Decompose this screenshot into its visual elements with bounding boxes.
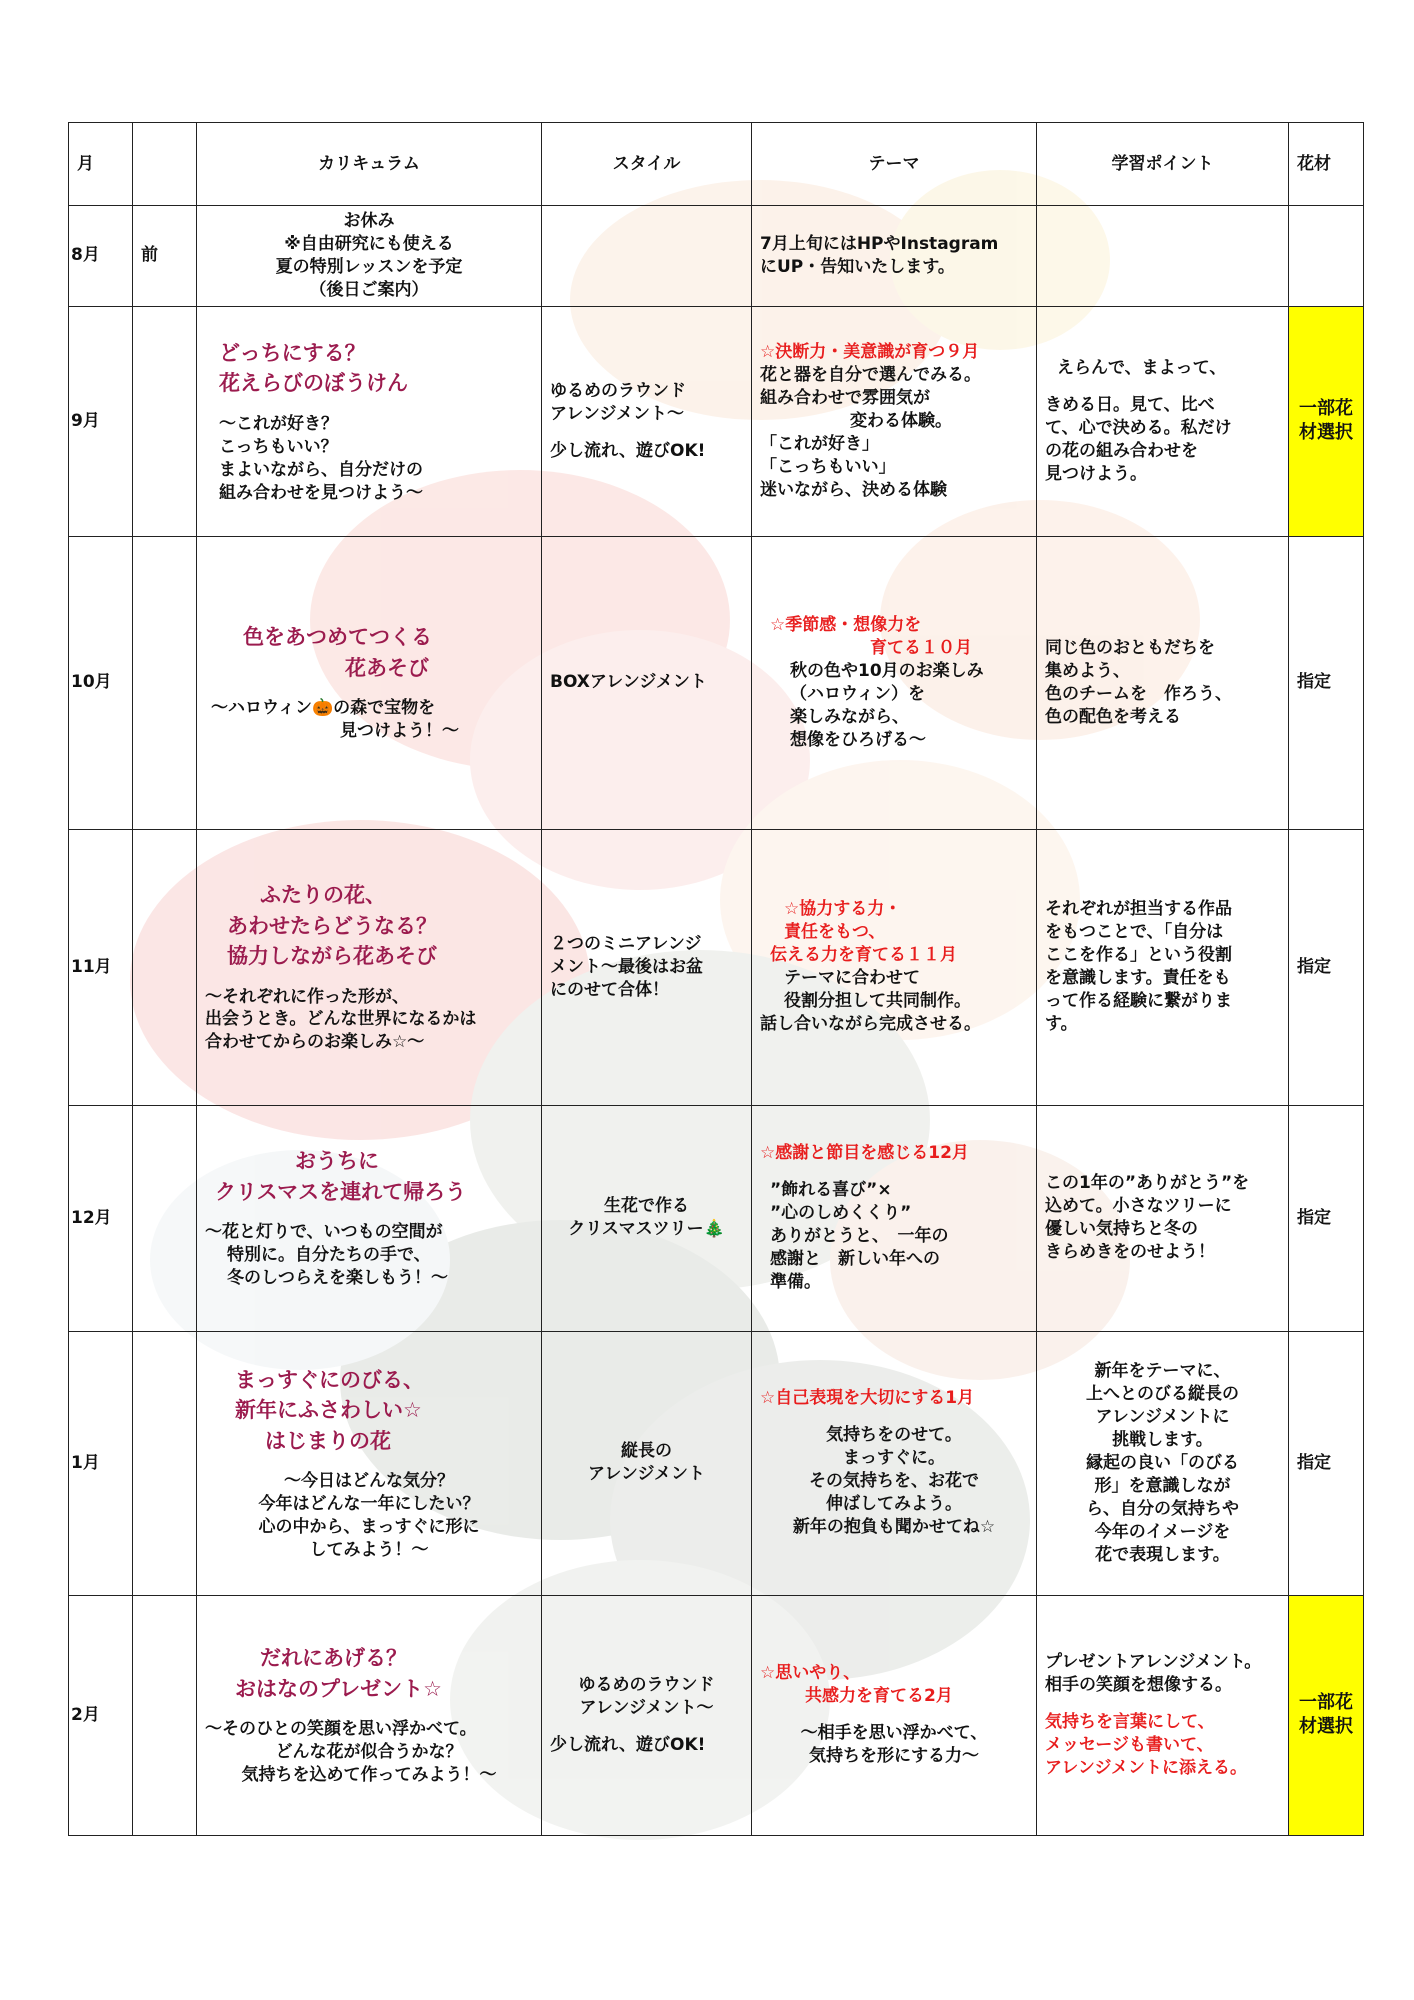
curriculum-text: 今年はどんな一年にしたい？ — [258, 1493, 480, 1514]
learning-text: 集めよう、 — [1045, 660, 1130, 681]
curriculum-text: 気持ちを込めて作ってみよう！〜 — [241, 1765, 497, 1786]
theme-text: 役割分担して共同制作。 — [784, 991, 971, 1012]
curriculum-title: あわせたらどうなる？ — [227, 913, 437, 938]
theme-heading: 育てる１０月 — [870, 637, 972, 658]
theme-text: ”心のしめくくり” — [770, 1203, 912, 1224]
style-text: ２つのミニアレンジ — [550, 933, 702, 954]
curriculum-text: 特別に。自分たちの手で、 — [227, 1245, 431, 1266]
theme-text: 変わる体験。 — [850, 410, 952, 431]
learning-text: 上へとのびる縦長の — [1086, 1383, 1239, 1404]
curriculum-text: 〜そのひとの笑顔を思い浮かべて。 — [205, 1719, 477, 1740]
learning-text: 今年のイメージを — [1094, 1521, 1231, 1542]
curriculum-text: お休み — [343, 211, 395, 231]
learning-text: って作る経験に繋がりま — [1045, 991, 1232, 1012]
learning-text: プレゼントアレンジメント。 — [1045, 1651, 1262, 1672]
learning-text: 挑戦します。 — [1112, 1429, 1213, 1450]
style-text: ゆるめのラウンド — [550, 380, 686, 401]
style-text: ゆるめのラウンド — [578, 1674, 715, 1695]
theme-text: ”飾れる喜び”× — [770, 1180, 892, 1201]
theme-text: 気持ちを形にする力〜 — [809, 1746, 979, 1767]
learning-text: 同じ色のおともだちを — [1045, 637, 1215, 658]
curriculum-text: 合わせてからのお楽しみ☆〜 — [205, 1032, 425, 1053]
curriculum-title: ふたりの花、 — [260, 883, 386, 908]
learning-text: す。 — [1045, 1014, 1078, 1035]
theme-text: テーマに合わせて — [784, 968, 920, 989]
lesson-schedule — [68, 122, 1363, 1836]
learning-text: の花の組み合わせを — [1045, 440, 1198, 461]
style-text: 少し流れ、遊びOK! — [550, 1734, 706, 1755]
learning-text: て、心で決める。私だけ — [1045, 417, 1232, 438]
learning-cell — [1037, 536, 1289, 829]
header-theme: テーマ — [752, 123, 1037, 206]
theme-text: 新年の抱負も聞かせてね☆ — [792, 1517, 996, 1538]
curriculum-title: 色をあつめてつくる — [243, 625, 432, 650]
flowers-cell: 指定 — [1289, 1105, 1364, 1331]
table-row — [69, 1331, 1364, 1595]
learning-cell — [1037, 829, 1289, 1105]
theme-text: 想像をひろげる〜 — [790, 729, 926, 750]
month-cell: 1月 — [69, 1331, 133, 1595]
learning-text: 形」を意識しなが — [1094, 1475, 1231, 1496]
curriculum-text: 出会うとき。どんな世界になるかは — [205, 1009, 477, 1030]
curriculum-text: こっちもいい？ — [219, 436, 338, 457]
theme-heading: ☆決断力・美意識が育つ９月 — [760, 341, 980, 362]
theme-text: 楽しみながら、 — [790, 706, 909, 727]
learning-text-highlight: アレンジメントに添える。 — [1045, 1757, 1247, 1778]
learning-text: それぞれが担当する作品 — [1045, 899, 1232, 920]
note-cell — [133, 1331, 197, 1595]
theme-text: 準備。 — [770, 1272, 821, 1293]
style-text: にのせて合体！ — [550, 979, 669, 1000]
style-cell — [542, 829, 752, 1105]
curriculum-title: おうちに — [295, 1149, 379, 1174]
curriculum-title: おはなのプレゼント☆ — [235, 1676, 442, 1701]
month-cell: 8月 — [69, 206, 133, 307]
curriculum-text: 組み合わせを見つけよう〜 — [219, 482, 423, 503]
learning-text: 込めて。小さなツリーに — [1045, 1196, 1232, 1217]
theme-cell — [752, 536, 1037, 829]
style-text: BOXアレンジメント — [550, 672, 707, 693]
flowers-cell — [1289, 206, 1364, 307]
theme-heading: 共感力を育てる2月 — [805, 1686, 953, 1707]
learning-text: をもつことで、「自分は — [1045, 922, 1224, 943]
curriculum-text: 夏の特別レッスンを予定 — [275, 256, 463, 277]
note-cell — [133, 1595, 197, 1835]
theme-cell — [752, 1331, 1037, 1595]
theme-text: （ハロウィン）を — [790, 683, 925, 704]
learning-text: えらんで、まよって、 — [1057, 357, 1227, 378]
table-row — [69, 306, 1364, 536]
curriculum-title: 花えらびのぼうけん — [219, 371, 408, 396]
note-cell — [133, 1105, 197, 1331]
style-cell — [542, 536, 752, 829]
theme-heading: ☆季節感・想像力を — [770, 614, 922, 635]
month-cell: 10月 — [69, 536, 133, 829]
theme-cell — [752, 206, 1037, 307]
learning-cell — [1037, 206, 1289, 307]
table-row — [69, 206, 1364, 307]
learning-cell — [1037, 1105, 1289, 1331]
note-cell — [133, 829, 197, 1105]
learning-cell — [1037, 306, 1289, 536]
curriculum-title: はじまりの花 — [265, 1428, 391, 1453]
flowers-cell: 指定 — [1289, 1331, 1364, 1595]
flowers-cell: 指定 — [1289, 829, 1364, 1105]
theme-heading: ☆思いやり、 — [760, 1663, 861, 1684]
learning-text: 色の配色を考える — [1045, 706, 1181, 727]
theme-cell — [752, 829, 1037, 1105]
month-cell: 12月 — [69, 1105, 133, 1331]
style-text: メント〜最後はお盆 — [550, 956, 703, 977]
style-cell — [542, 1105, 752, 1331]
curriculum-text: まよいながら、自分だけの — [219, 459, 423, 480]
theme-text: にUP・告知いたします。 — [760, 256, 955, 277]
note-cell: 前 — [133, 206, 197, 307]
theme-cell — [752, 1105, 1037, 1331]
learning-text: アレンジメントに — [1095, 1406, 1230, 1427]
theme-cell — [752, 1595, 1037, 1835]
curriculum-cell — [197, 306, 542, 536]
table-row — [69, 1105, 1364, 1331]
table-row — [69, 1595, 1364, 1835]
style-text: 生花で作る — [604, 1196, 689, 1217]
learning-text: 花で表現します。 — [1095, 1544, 1230, 1565]
theme-heading: 責任をもつ、 — [784, 922, 886, 943]
theme-heading: 伝える力を育てる１１月 — [770, 945, 957, 966]
curriculum-text: 〜花と灯りで、いつもの空間が — [205, 1222, 443, 1243]
theme-text: 「これが好き」 — [760, 433, 879, 454]
header-style: スタイル — [542, 123, 752, 206]
style-text: アレンジメント — [588, 1464, 705, 1485]
theme-text: 気持ちをのせて。 — [826, 1425, 962, 1446]
theme-text: ありがとうと、 一年の — [770, 1226, 949, 1247]
curriculum-text: 冬のしつらえを楽しもう！〜 — [227, 1268, 448, 1289]
learning-text: この1年の”ありがとう”を — [1045, 1173, 1250, 1194]
month-cell: 11月 — [69, 829, 133, 1105]
style-text: クリスマスツリー🎄 — [568, 1219, 725, 1240]
header-blank — [133, 123, 197, 206]
curriculum-text: ※自由研究にも使える — [284, 233, 454, 254]
theme-text: 花と器を自分で選んでみる。 — [760, 364, 981, 385]
learning-text: ら、自分の気持ちや — [1086, 1498, 1239, 1519]
header-flowers: 花材 — [1289, 123, 1364, 206]
theme-text: その気持ちを、お花で — [809, 1471, 979, 1492]
learning-text: 優しい気持ちと冬の — [1045, 1219, 1198, 1240]
header-curriculum: カリキュラム — [197, 123, 542, 206]
theme-text: 迷いながら、決める体験 — [760, 479, 947, 500]
theme-heading: ☆協力する力・ — [784, 899, 902, 920]
curriculum-text: 〜これが好き？ — [219, 413, 338, 434]
curriculum-cell — [197, 1105, 542, 1331]
theme-text: 秋の色や10月のお楽しみ — [790, 660, 984, 681]
learning-text: 縁起の良い「のびる — [1086, 1452, 1239, 1473]
note-cell — [133, 536, 197, 829]
learning-text: を意識します。責任をも — [1045, 968, 1231, 989]
curriculum-title: まっすぐにのびる、 — [235, 1367, 424, 1392]
learning-cell — [1037, 1331, 1289, 1595]
header-month: 月 — [69, 123, 133, 206]
style-cell — [542, 206, 752, 307]
theme-text: 〜相手を思い浮かべて、 — [800, 1723, 988, 1744]
curriculum-title: 協力しながら花あそび — [227, 944, 437, 969]
theme-text: 7月上旬にはHPやInstagram — [760, 233, 999, 254]
flowers-cell: 指定 — [1289, 536, 1364, 829]
table-row — [69, 536, 1364, 829]
flowers-cell-highlight: 一部花材選択 — [1289, 1595, 1364, 1835]
curriculum-text: （後日ご案内） — [309, 279, 429, 300]
theme-text: 伸ばしてみよう。 — [826, 1494, 962, 1515]
theme-text: 「こっちもいい」 — [760, 456, 896, 477]
curriculum-text: してみよう！〜 — [309, 1539, 429, 1560]
curriculum-cell — [197, 206, 542, 307]
curriculum-text: 〜今日はどんな気分？ — [284, 1471, 454, 1492]
style-text: 縦長の — [621, 1441, 672, 1462]
curriculum-text: 心の中から、まっすぐに形に — [258, 1516, 480, 1537]
curriculum-cell — [197, 536, 542, 829]
style-cell — [542, 1331, 752, 1595]
curriculum-cell — [197, 1331, 542, 1595]
month-cell: 2月 — [69, 1595, 133, 1835]
style-text: アレンジメント〜 — [579, 1697, 714, 1718]
note-cell — [133, 306, 197, 536]
curriculum-title: クリスマスを連れて帰ろう — [215, 1179, 467, 1204]
curriculum-title: どっちにする？ — [219, 340, 366, 365]
learning-text: きらめきをのせよう！ — [1045, 1242, 1215, 1263]
theme-text: まっすぐに。 — [843, 1448, 945, 1469]
theme-text: 話し合いながら完成させる。 — [760, 1014, 981, 1035]
learning-text-highlight: 気持ちを言葉にして、 — [1045, 1711, 1215, 1732]
learning-text: きめる日。見て、比べ — [1045, 394, 1215, 415]
curriculum-title: だれにあげる？ — [260, 1646, 407, 1671]
learning-cell — [1037, 1595, 1289, 1835]
curriculum-text: どんな花が似合うかな？ — [275, 1742, 463, 1763]
learning-text: 色のチームを 作ろう、 — [1045, 683, 1232, 704]
theme-heading: ☆感謝と節目を感じる12月 — [760, 1143, 969, 1164]
curriculum-table — [68, 122, 1364, 1836]
style-cell — [542, 306, 752, 536]
theme-text: 感謝と 新しい年への — [770, 1249, 940, 1270]
table-row — [69, 829, 1364, 1105]
learning-text-highlight: メッセージも書いて、 — [1045, 1734, 1214, 1755]
learning-text: 新年をテーマに、 — [1094, 1361, 1231, 1382]
curriculum-text: 〜ハロウィン🎃の森で宝物を — [211, 698, 436, 719]
style-cell — [542, 1595, 752, 1835]
curriculum-title: 新年にふさわしい☆ — [235, 1398, 422, 1423]
flowers-cell-highlight: 一部花材選択 — [1289, 306, 1364, 536]
curriculum-cell — [197, 829, 542, 1105]
table-header-row — [69, 123, 1364, 206]
style-text: 少し流れ、遊びOK! — [550, 440, 706, 461]
curriculum-title: 花あそび — [345, 655, 429, 680]
style-text: アレンジメント〜 — [550, 403, 684, 424]
learning-text: ここを作る」という役割 — [1045, 945, 1232, 966]
curriculum-text: 見つけよう！〜 — [340, 721, 459, 742]
theme-cell — [752, 306, 1037, 536]
curriculum-text: 〜それぞれに作った形が、 — [205, 986, 409, 1007]
header-learning-points: 学習ポイント — [1037, 123, 1289, 206]
learning-text: 相手の笑顔を想像する。 — [1045, 1674, 1232, 1695]
month-cell: 9月 — [69, 306, 133, 536]
learning-text: 見つけよう。 — [1045, 463, 1147, 484]
theme-text: 組み合わせで雰囲気が — [760, 387, 930, 408]
theme-heading: ☆自己表現を大切にする1月 — [760, 1388, 975, 1409]
curriculum-cell — [197, 1595, 542, 1835]
